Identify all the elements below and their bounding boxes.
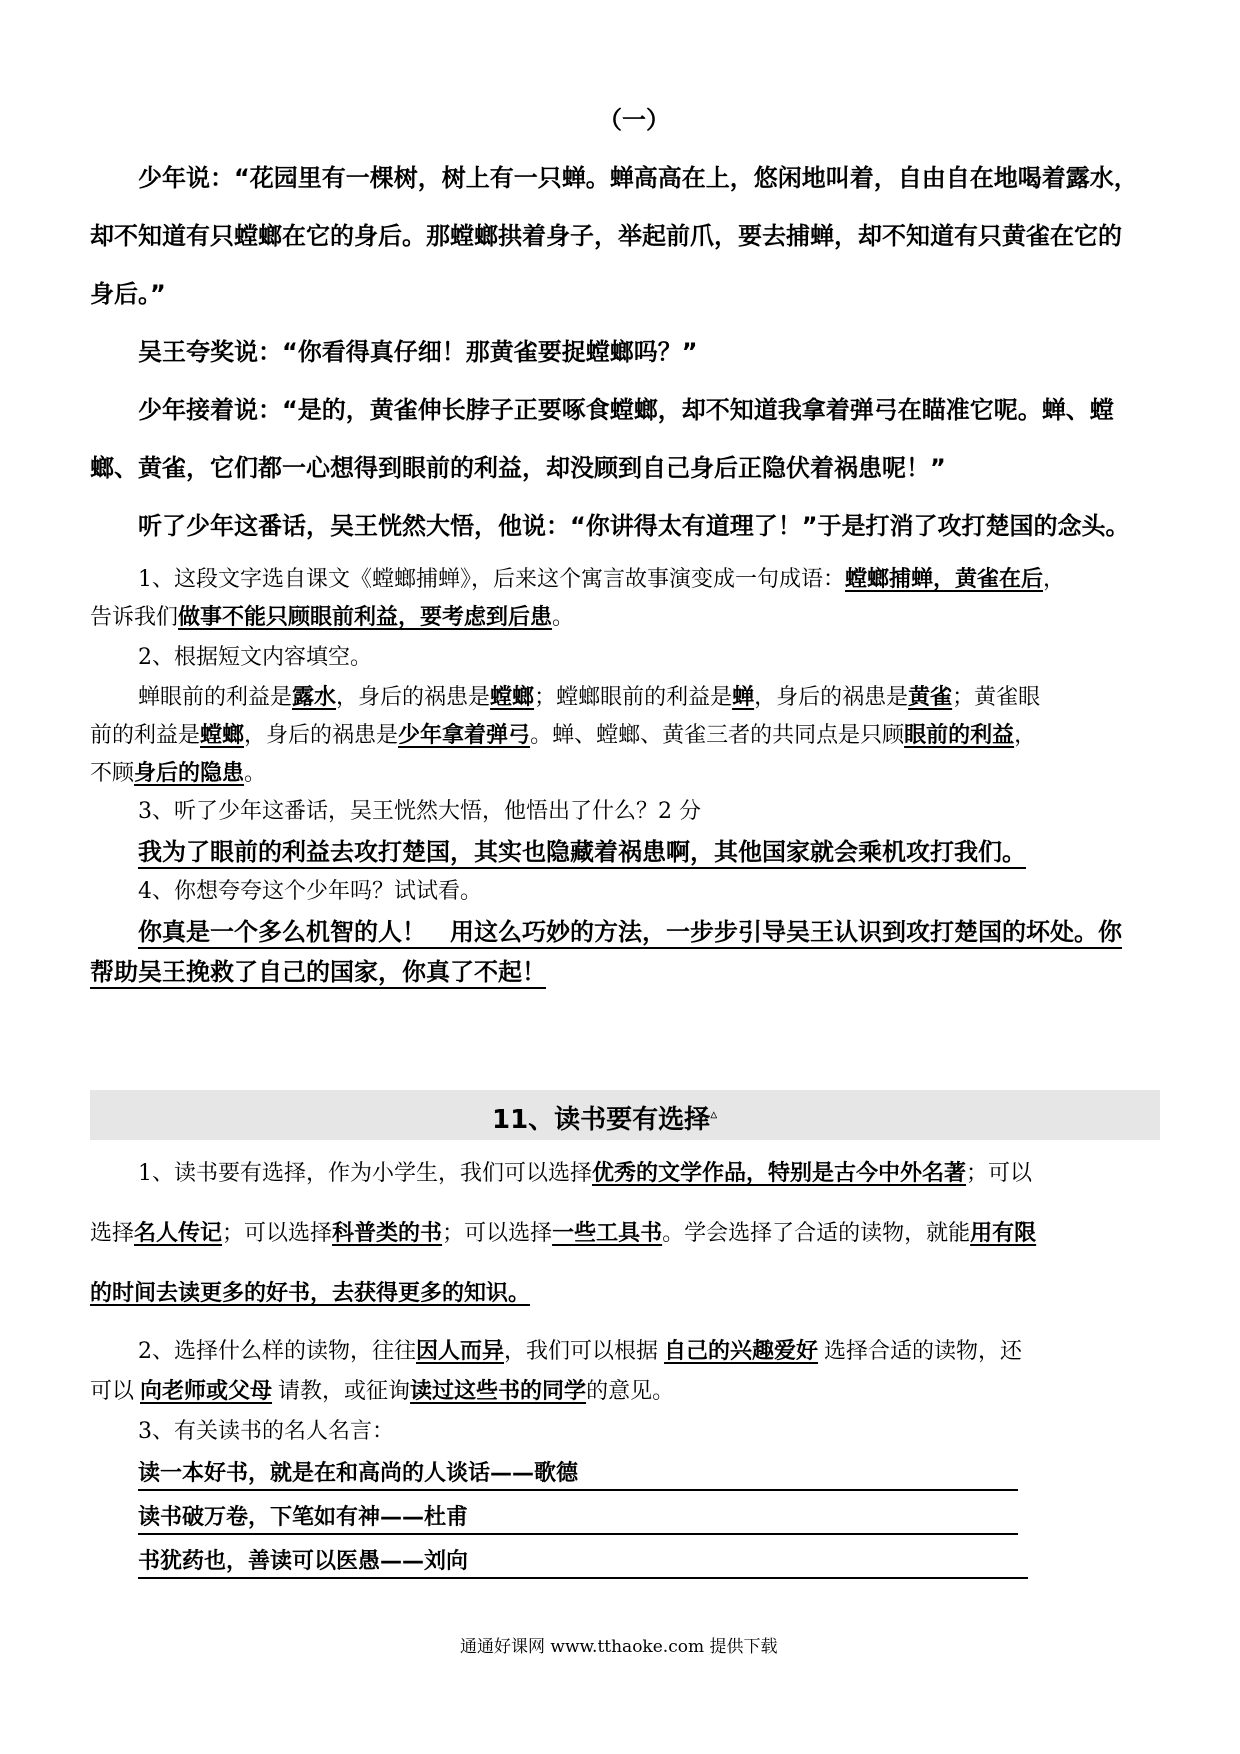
answer-blank: 读过这些书的同学: [410, 1379, 587, 1404]
s11-question-2-line2: [90, 1374, 674, 1405]
question-text: 。: [244, 761, 267, 786]
question-text: ；螳螂眼前的利益是: [534, 685, 733, 710]
question-text: 2、选择什么样的读物，往往: [138, 1339, 416, 1364]
passage-line: 吴王夸奖说：“你看得真仔细！那黄雀要捉螳螂吗？”: [138, 338, 698, 366]
passage-line: 少年接着说：“是的，黄雀伸长脖子正要啄食螳螂，却不知道我拿着弹弓在瞄准它呢。蝉、螳: [138, 396, 1114, 424]
passage-line: 少年说：“花园里有一棵树，树上有一只蝉。蝉高高在上，悠闲地叫着，自由自在地喝着露水，: [138, 164, 1138, 192]
answer-blank: 黄雀: [908, 685, 953, 710]
question-2-line1: [138, 680, 1040, 711]
answer-blank: 名人传记: [134, 1221, 223, 1246]
question-text: ；黄雀眼: [952, 685, 1041, 710]
question-text: ；可以选择: [222, 1221, 333, 1246]
footer-text: 通通好课网 www.tthaoke.com 提供下载: [460, 1637, 778, 1657]
question-text: 请教，或征询: [278, 1379, 411, 1404]
question-text: 。蝉、螳螂、黄雀三者的共同点是只顾: [530, 723, 905, 748]
question-text: 。: [552, 605, 575, 630]
section-11-title: [492, 1099, 717, 1136]
question-text: ，: [1014, 723, 1037, 748]
s11-question-1-line2: [90, 1216, 1036, 1247]
question-1-line2: [90, 600, 574, 631]
question-text: 的意见。: [586, 1379, 675, 1404]
question-text: ，身后的祸患是: [754, 685, 909, 710]
question-text: 1、读书要有选择，作为小学生，我们可以选择: [138, 1161, 592, 1186]
answer-line: 帮助吴王挽救了自己的国家，你真了不起！: [90, 952, 546, 989]
passage-line: 听了少年这番话，吴王恍然大悟，他说：“你讲得太有道理了！”于是打消了攻打楚国的念头。: [138, 512, 1130, 540]
question-3-title: 3、听了少年这番话，吴王恍然大悟，他悟出了什么？2 分: [138, 799, 701, 824]
s11-question-3-title: 3、有关读书的名人名言：: [138, 1419, 394, 1444]
question-2-title: 2、根据短文内容填空。: [138, 645, 372, 670]
answer-blank: 自己的兴趣爱好: [664, 1339, 819, 1364]
question-text: 蝉眼前的利益是: [138, 685, 293, 710]
triangle-icon: ▵: [710, 1106, 718, 1123]
passage-line: 螂、黄雀，它们都一心想得到眼前的利益，却没顾到自己身后正隐伏着祸患呢！”: [90, 454, 946, 482]
answer-blank: 向老师或父母: [140, 1379, 273, 1404]
question-text: ；可以: [966, 1161, 1033, 1186]
answer-blank: 优秀的文学作品，特别是古今中外名著: [592, 1161, 967, 1186]
question-text: 不顾: [90, 761, 135, 786]
answer-blank: 螳螂捕蝉，黄雀在后: [845, 567, 1044, 592]
question-text: 可以: [90, 1379, 135, 1404]
answer-line: 我为了眼前的利益去攻打楚国，其实也隐藏着祸患啊，其他国家就会乘机攻打我们。: [138, 832, 1026, 869]
s11-question-1-line3: [90, 1276, 530, 1307]
answer-blank: 用有限: [970, 1221, 1037, 1246]
quote-line: 读书破万卷，下笔如有神——杜甫: [138, 1500, 1018, 1535]
answer-line: 你真是一个多么机智的人！ 用这么巧妙的方法，一步步引导吴王认识到攻打楚国的坏处。你: [138, 912, 1122, 949]
answer-blank: 的时间去读更多的好书，去获得更多的知识。: [90, 1281, 531, 1306]
quote-line: 书犹药也，善读可以医愚——刘向: [138, 1544, 1028, 1579]
question-text: 选择合适的读物，还: [824, 1339, 1023, 1364]
question-4-answer-l1: [138, 912, 1122, 949]
question-2-line2: [90, 718, 1036, 749]
question-4-answer-l2: [90, 952, 546, 989]
question-text: ，: [1043, 567, 1066, 592]
question-text: 1、这段文字选自课文《螳螂捕蝉》，后来这个寓言故事演变成一句成语：: [138, 567, 845, 592]
answer-blank: 做事不能只顾眼前利益，要考虑到后患: [178, 605, 553, 630]
question-text: ；可以选择: [442, 1221, 553, 1246]
answer-blank: 科普类的书: [332, 1221, 443, 1246]
answer-blank: 露水: [292, 685, 337, 710]
question-text: ，我们可以根据: [504, 1339, 659, 1364]
question-text: ，身后的祸患是: [244, 723, 399, 748]
answer-blank: 身后的隐患: [134, 761, 245, 786]
question-text: 选择: [90, 1221, 135, 1246]
passage-line: 却不知道有只螳螂在它的身后。那螳螂拱着身子，举起前爪，要去捕蝉，却不知道有只黄雀在它的: [90, 222, 1122, 250]
question-2-line3: [90, 756, 266, 787]
answer-blank: 眼前的利益: [904, 723, 1015, 748]
question-4-title: 4、你想夸夸这个少年吗？试试看。: [138, 879, 482, 904]
question-1: [138, 562, 1065, 593]
question-text: 前的利益是: [90, 723, 201, 748]
question-text: 告诉我们: [90, 605, 179, 630]
answer-blank: 一些工具书: [552, 1221, 663, 1246]
passage-line: 身后。”: [90, 280, 166, 308]
section-title-text: 11、读书要有选择: [492, 1105, 711, 1135]
quote-line: 读一本好书，就是在和高尚的人谈话——歌德: [138, 1456, 1018, 1491]
answer-blank: 因人而异: [416, 1339, 505, 1364]
question-text: 。学会选择了合适的读物，就能: [662, 1221, 971, 1246]
answer-blank: 螳螂: [200, 723, 245, 748]
answer-blank: 螳螂: [490, 685, 535, 710]
s11-question-2-line1: [138, 1334, 1022, 1365]
s11-question-1-line1: [138, 1156, 1032, 1187]
section-title: （一）: [598, 106, 670, 134]
answer-blank: 蝉: [732, 685, 755, 710]
question-text: ，身后的祸患是: [336, 685, 491, 710]
question-3-answer: [138, 832, 1026, 869]
answer-blank: 少年拿着弹弓: [398, 723, 531, 748]
